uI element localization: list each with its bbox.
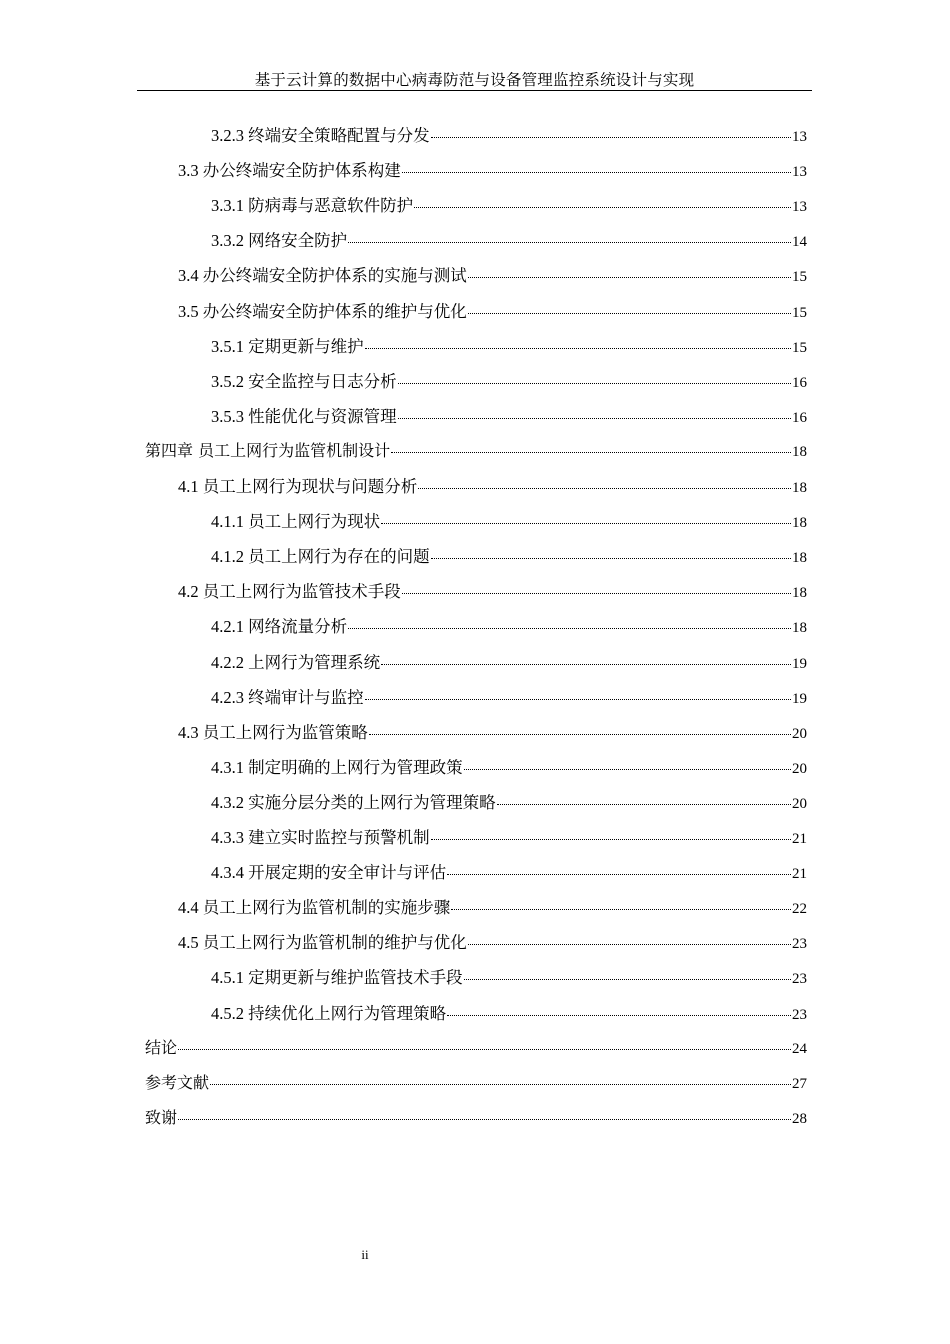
toc-entry-page: 15 xyxy=(792,304,807,321)
toc-entry-page: 22 xyxy=(792,901,807,918)
dot-leader xyxy=(447,1015,791,1016)
toc-entry-page: 13 xyxy=(792,164,807,181)
dot-leader xyxy=(398,383,791,384)
toc-entry[interactable] xyxy=(178,473,807,497)
toc-entry-title: 3.5.2 安全监控与日志分析 xyxy=(211,371,397,391)
toc-entry-title: 4.3 员工上网行为监管策略 xyxy=(178,722,368,742)
dot-leader xyxy=(178,1049,791,1050)
toc-entry-page: 15 xyxy=(792,269,807,286)
toc-entry-page: 20 xyxy=(792,760,807,777)
toc-entry[interactable] xyxy=(211,333,807,357)
toc-entry-title: 4.3.4 开展定期的安全审计与评估 xyxy=(211,863,447,883)
toc-entry-title: 3.3 办公终端安全防护体系构建 xyxy=(178,161,401,181)
toc-entry-page: 18 xyxy=(792,480,807,496)
toc-entry[interactable] xyxy=(211,1000,807,1024)
toc-entry-title: 3.5 办公终端安全防护体系的维护与优化 xyxy=(178,301,467,321)
toc-entry[interactable] xyxy=(211,508,807,532)
dot-leader xyxy=(431,558,791,559)
toc-entry-page: 21 xyxy=(792,831,807,847)
toc-entry-page: 18 xyxy=(792,550,807,567)
toc-entry-page: 15 xyxy=(792,339,807,356)
toc-entry[interactable] xyxy=(211,543,807,567)
toc-entry-page: 13 xyxy=(792,199,807,216)
toc-entry-page: 19 xyxy=(792,655,807,672)
dot-leader xyxy=(468,277,791,278)
toc-entry[interactable] xyxy=(211,368,807,392)
toc-entry[interactable] xyxy=(211,227,807,251)
toc-entry-page: 23 xyxy=(792,971,807,988)
toc-entry[interactable] xyxy=(211,649,807,673)
toc-entry-title: 4.3.1 制定明确的上网行为管理政策 xyxy=(211,757,463,777)
toc-entry-title: 4.5 员工上网行为监管机制的维护与优化 xyxy=(178,933,467,953)
toc-entry-page: 13 xyxy=(792,129,807,145)
toc-entry-title: 3.3.2 网络安全防护 xyxy=(211,231,348,251)
toc-entry-page: 24 xyxy=(792,1040,807,1057)
toc-entry-title: 4.5.1 定期更新与维护监管技术手段 xyxy=(211,968,463,988)
toc-entry-title: 结论 xyxy=(145,1037,178,1057)
toc-entry-title: 4.5.2 持续优化上网行为管理策略 xyxy=(211,1003,447,1023)
toc-entry-title: 致谢 xyxy=(145,1107,178,1127)
toc-entry-page: 16 xyxy=(792,409,807,426)
toc-entry-title: 4.1 员工上网行为现状与问题分析 xyxy=(178,477,418,496)
dot-leader xyxy=(178,1119,791,1120)
toc-entry-title: 3.2.3 终端安全策略配置与分发 xyxy=(211,126,430,145)
dot-leader xyxy=(398,418,791,419)
toc-entry[interactable] xyxy=(178,298,807,322)
dot-leader xyxy=(431,839,791,840)
page-number: ii xyxy=(361,1247,369,1262)
toc-entry[interactable] xyxy=(178,719,807,743)
dot-leader xyxy=(431,137,791,138)
dot-leader xyxy=(414,207,791,208)
toc-entry-title: 参考文献 xyxy=(145,1072,210,1092)
toc-entry-title: 4.2.3 终端审计与监控 xyxy=(211,687,364,707)
toc-entry-title: 第四章 员工上网行为监管机制设计 xyxy=(145,440,391,460)
toc-entry-page: 21 xyxy=(792,866,807,883)
dot-leader xyxy=(365,348,791,349)
toc-entry-title: 4.2 员工上网行为监管技术手段 xyxy=(178,582,401,602)
toc-entry-page: 14 xyxy=(792,234,807,251)
toc-entry[interactable] xyxy=(211,859,807,883)
toc-entry-page: 23 xyxy=(792,1006,807,1023)
toc-entry-title: 3.5.3 性能优化与资源管理 xyxy=(211,406,397,426)
dot-leader xyxy=(348,242,791,243)
dot-leader xyxy=(369,734,791,735)
dot-leader xyxy=(464,769,791,770)
toc-entry[interactable] xyxy=(211,754,807,778)
toc-entry[interactable] xyxy=(178,578,807,602)
toc-entry-page: 18 xyxy=(792,620,807,637)
dot-leader xyxy=(381,664,791,665)
toc-entry-page: 20 xyxy=(792,795,807,812)
header-rule xyxy=(137,90,812,91)
dot-leader xyxy=(365,699,791,700)
toc-entry[interactable] xyxy=(178,262,807,286)
toc-entry[interactable] xyxy=(145,1035,807,1059)
toc-entry[interactable] xyxy=(211,964,807,988)
toc-entry[interactable] xyxy=(145,1105,807,1129)
dot-leader xyxy=(381,523,791,524)
toc-entry[interactable] xyxy=(211,403,807,427)
toc-entry-page: 19 xyxy=(792,690,807,707)
dot-leader xyxy=(451,909,791,910)
toc-entry[interactable] xyxy=(211,192,807,216)
toc-entry-page: 20 xyxy=(792,725,807,742)
toc-entry[interactable] xyxy=(211,122,807,146)
toc-entry[interactable] xyxy=(178,894,807,918)
dot-leader xyxy=(210,1084,791,1085)
toc-entry-title: 3.5.1 定期更新与维护 xyxy=(211,336,364,356)
dot-leader xyxy=(402,593,791,594)
toc-entry-page: 18 xyxy=(792,515,807,532)
toc-entry-title: 3.4 办公终端安全防护体系的实施与测试 xyxy=(178,266,467,286)
dot-leader xyxy=(464,979,791,980)
dot-leader xyxy=(418,488,791,489)
toc-entry[interactable] xyxy=(211,789,807,813)
toc-entry-page: 16 xyxy=(792,374,807,391)
dot-leader xyxy=(497,804,791,805)
toc-entry-page: 28 xyxy=(792,1110,807,1127)
toc-entry-title: 4.2.2 上网行为管理系统 xyxy=(211,652,381,672)
dot-leader xyxy=(468,944,791,945)
toc-entry-title: 4.3.3 建立实时监控与预警机制 xyxy=(211,828,430,847)
toc-entry[interactable] xyxy=(211,684,807,708)
dot-leader xyxy=(348,628,791,629)
toc-entry[interactable] xyxy=(211,613,807,637)
dot-leader xyxy=(391,452,791,453)
toc-entry-title: 4.1.2 员工上网行为存在的问题 xyxy=(211,547,430,567)
toc-entry-title: 4.1.1 员工上网行为现状 xyxy=(211,512,381,532)
toc-entry[interactable] xyxy=(178,157,807,181)
toc-entry-page: 23 xyxy=(792,936,807,953)
toc-entry-title: 4.2.1 网络流量分析 xyxy=(211,617,348,637)
dot-leader xyxy=(468,313,791,314)
toc-entry-page: 18 xyxy=(792,585,807,602)
dot-leader xyxy=(447,874,791,875)
toc-entry-page: 18 xyxy=(792,443,807,460)
dot-leader xyxy=(402,172,791,173)
toc-entry-title: 4.3.2 实施分层分类的上网行为管理策略 xyxy=(211,792,496,812)
toc-entry[interactable] xyxy=(178,929,807,953)
toc-entry[interactable] xyxy=(211,824,807,848)
toc-entry-page: 27 xyxy=(792,1075,807,1092)
toc-entry-title: 3.3.1 防病毒与恶意软件防护 xyxy=(211,196,414,216)
toc-entry[interactable] xyxy=(145,1070,807,1094)
toc-entry-title: 4.4 员工上网行为监管机制的实施步骤 xyxy=(178,898,451,918)
toc-entry[interactable] xyxy=(145,438,807,462)
running-header: 基于云计算的数据中心病毒防范与设备管理监控系统设计与实现 xyxy=(254,72,695,89)
